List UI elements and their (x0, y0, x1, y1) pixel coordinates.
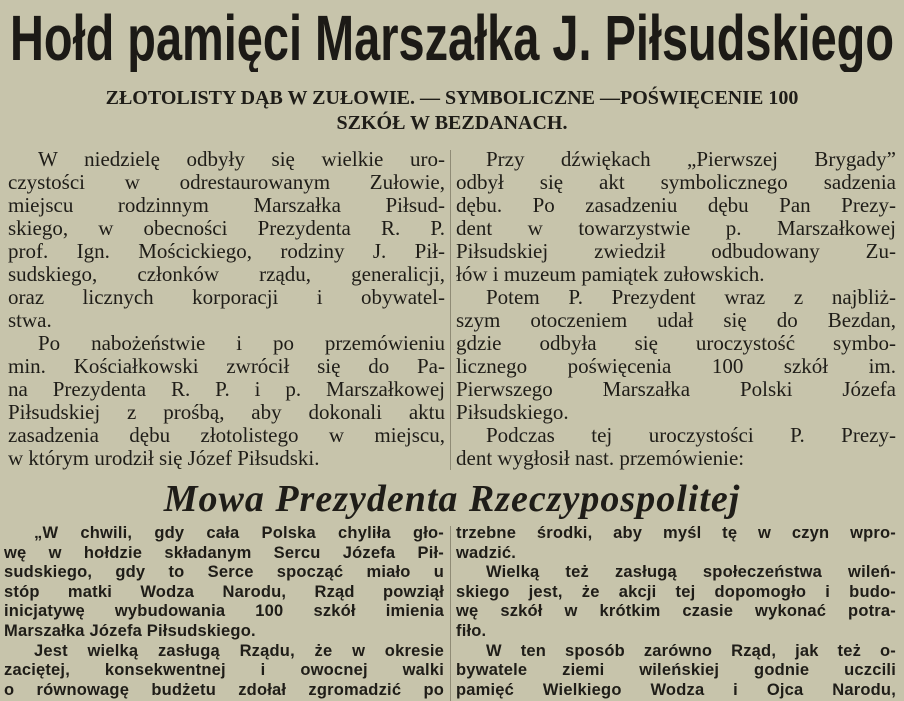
text-line: W niedzielę odbyły się wielkie uro- (38, 147, 445, 171)
headline (0, 0, 904, 72)
text-line: prof. Ign. Mościckiego, rodziny J. Pił- (8, 239, 445, 263)
text-line: Pierwszego Marszałka Polski Józefa (456, 377, 896, 401)
paragraph (456, 286, 896, 424)
text-line: czystości w odrestaurowanym Zułowie, (8, 170, 445, 194)
text-line: na Prezydenta R. P. i p. Marszałkowej (8, 377, 445, 401)
text-line: dębu. Po zasadzeniu dębu Pan Prezy- (456, 193, 896, 217)
text-line: odbył się akt symbolicznego sadzenia (456, 170, 896, 194)
column-divider (450, 526, 451, 701)
text-line: łów i muzeum pamiątek zułowskich. (456, 262, 765, 286)
text-line: licznego poświęcenia 100 szkół im. (456, 354, 896, 378)
text-line: skiego jest, że akcji tej dopomogło i budo- (456, 582, 896, 601)
paragraph (456, 642, 896, 701)
text-line: Przy dźwiękach „Pierwszej Brygady” (486, 147, 896, 171)
text-line: zasadzenia dębu złotolistego w miejscu, (8, 423, 445, 447)
paragraph (4, 524, 444, 642)
headline-text: Hołd pamięci Marszałka J. Piłsudskiego (10, 2, 894, 72)
text-line: skiego, w obecności Prezydenta R. P. (8, 216, 445, 240)
text-line: Marszałka Józefa Piłsudskiego. (4, 621, 256, 640)
text-line: Jest wielką zasługą Rządu, że w okresie (34, 641, 444, 660)
text-line: Piłsudskiej zwiedził odbudowany Zu- (456, 239, 896, 263)
text-line: pamięć Wielkiego Wodza i Ojca Narodu, (456, 680, 896, 699)
speech-heading: Mowa Prezydenta Rzeczypospolitej (163, 478, 741, 520)
text-line: zaciętej, konsekwentnej i owocnej walki (4, 661, 444, 680)
text-line: Podczas tej uroczystości P. Prezy- (486, 423, 896, 447)
text-line: gdzie odbyła się uroczystość symbo- (456, 331, 896, 355)
text-line: sudskiego, członków rządu, generalicji, (8, 262, 445, 286)
paragraph (456, 563, 896, 641)
article-column-left (8, 148, 445, 470)
headline-svg (0, 0, 904, 72)
text-line: wę szkół w krótkim czasie wykonać potra- (456, 602, 896, 621)
speech-column-right (456, 524, 896, 700)
text-line: wę w hołdzie składanym Sercu Józefa Pił- (4, 543, 444, 562)
paragraph (4, 642, 444, 701)
text-line: sudskiego, gdy to Serce spocząć miało u (4, 563, 444, 582)
text-line: W ten sposób zarówno Rząd, jak też o- (486, 641, 896, 660)
text-line: Piłsudskiego. (456, 400, 569, 424)
paragraph (456, 424, 896, 470)
text-line: dent wygłosił nast. przemówienie: (456, 446, 745, 470)
text-line: wadzić. (456, 543, 517, 562)
text-line: Piłsudskiej z prośbą, aby dokonali aktu (8, 400, 445, 424)
text-line: w którym urodził się Józef Piłsudski. (8, 446, 320, 470)
text-line: stóp matki Wodza Narodu, Rząd powziął (4, 582, 444, 601)
subheadline (10, 86, 894, 136)
text-line: bywatele ziemi wileńskiej godnie uczcili (456, 661, 896, 680)
text-line: Wielką też zasługą społeczeństwa wileń- (486, 563, 896, 582)
text-line: „W chwili, gdy cała Polska chyliła gło- (34, 524, 444, 542)
text-line: miejscu rodzinnym Marszałka Piłsud- (8, 193, 445, 217)
text-line: szym otoczeniem udał się do Bezdan, (456, 308, 896, 332)
text-line: trzebne środki, aby myśl tę w czyn wpro- (456, 524, 896, 542)
text-line: Po nabożeństwie i po przemówieniu (38, 331, 445, 355)
text-line: inicjatywę wybudowania 100 szkół imienia (4, 602, 444, 621)
paragraph (8, 332, 445, 470)
paragraph (456, 148, 896, 286)
text-line: Potem P. Prezydent wraz z najbliż- (486, 285, 896, 309)
text-line: dent w towarzystwie p. Marszałkowej (456, 216, 896, 240)
speech-column-left (4, 524, 444, 700)
column-divider (450, 150, 451, 470)
text-line: oraz licznych korporacji i obywatel- (8, 285, 445, 309)
paragraph (8, 148, 445, 332)
subheadline-line: SZKÓŁ W BEZDANACH. (336, 112, 568, 134)
text-line: fiło. (456, 621, 487, 640)
subheadline-line: ZŁOTOLISTY DĄB W ZUŁOWIE. — SYMBOLICZNE —POŚWIĘCENIE 100 (105, 87, 799, 109)
text-line: stwa. (8, 308, 52, 332)
paragraph (456, 524, 896, 563)
text-line: min. Kościałkowski zwrócił się do Pa- (8, 354, 445, 378)
text-line: o równowagę budżetu zdołał zgromadzić po (4, 680, 444, 699)
article-column-right (456, 148, 896, 470)
